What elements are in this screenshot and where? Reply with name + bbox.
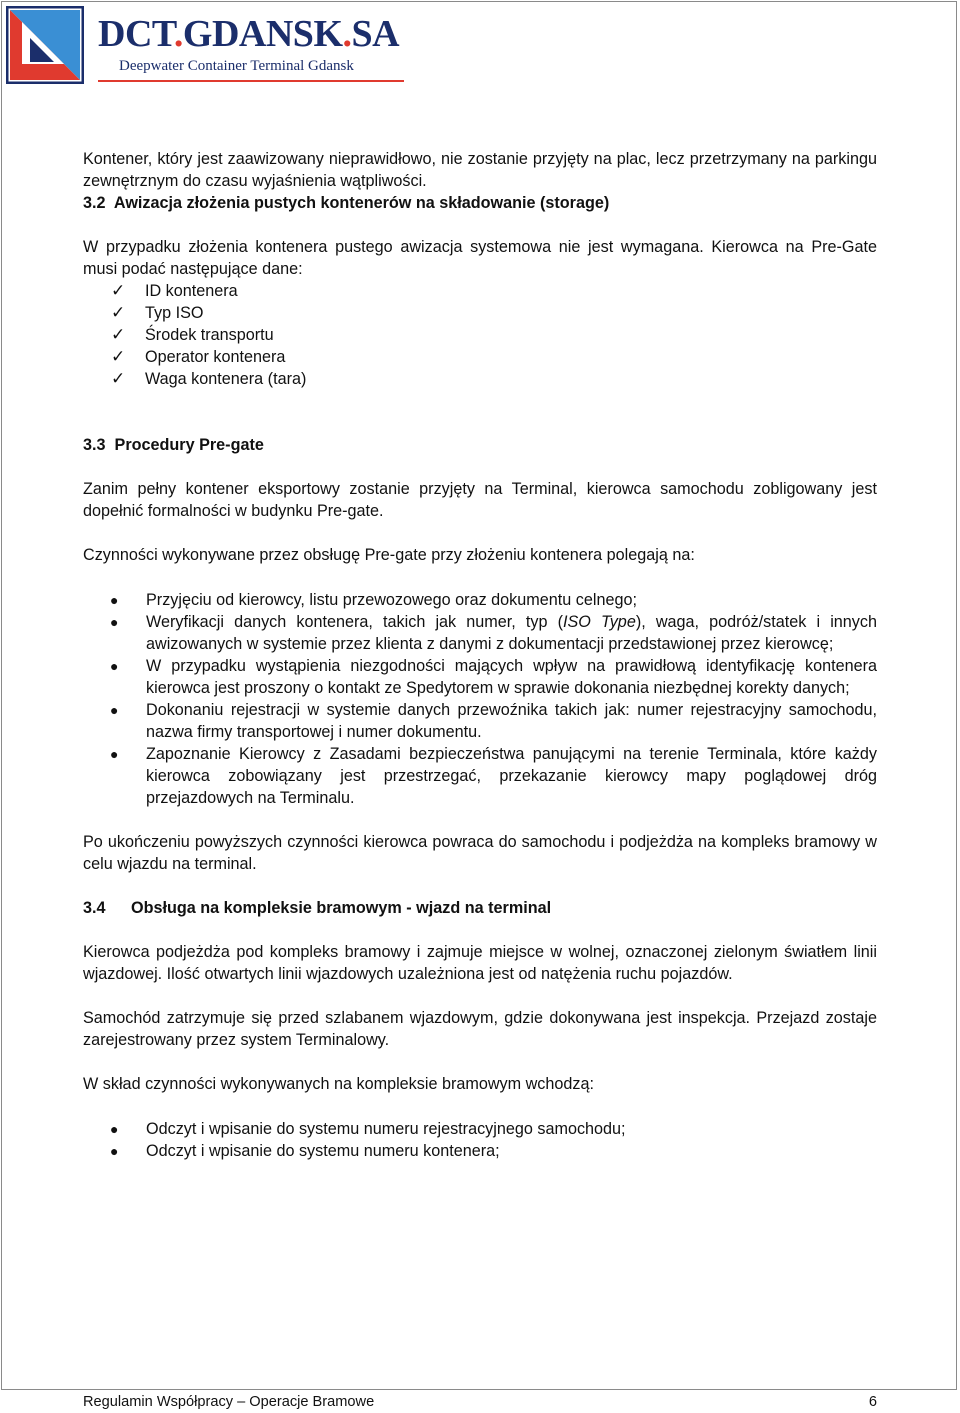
bullet-icon: ● <box>110 614 119 630</box>
section-3-2-heading: 3.2 Awizacja złożenia pustych kontenerów na składowanie (storage) <box>83 194 610 212</box>
section-3-4-paragraph-2: Samochód zatrzymuje się przed szlabanem wjazdowym, gdzie dokonywana jest inspekcja. Przejazd zostaje zarejestrowany przez system Terminalowy. <box>83 1009 877 1049</box>
section-3-3-paragraph-2: Czynności wykonywane przez obsługę Pre-gate przy złożeniu kontenera polegają na: <box>83 546 695 564</box>
bullet-icon: ● <box>110 702 119 718</box>
checklist-item: ✓ Waga kontenera (tara) <box>111 369 307 388</box>
brand-name: DCT.GDANSK.SA <box>98 13 400 55</box>
list-item: ● Dokonaniu rejestracji w systemie danych przewoźnika takich jak: numer rejestracyjny samochodu, nazwa firmy transportowej i numer dokumentu. <box>110 701 877 741</box>
section-3-4-paragraph-3: W skład czynności wykonywanych na kompleksie bramowym wchodzą: <box>83 1075 594 1093</box>
bullet-icon: ● <box>110 592 119 608</box>
bullet-icon: ● <box>110 746 119 762</box>
brand-underline <box>98 80 404 82</box>
gate-activities-list <box>83 1118 877 1162</box>
section-3-3-paragraph-3: Po ukończeniu powyższych czynności kierowca powraca do samochodu i podjeżdża na kompleks bramowy w celu wjazdu na terminal. <box>83 833 877 873</box>
bullet-icon: ● <box>110 658 119 674</box>
section-3-2-paragraph: W przypadku złożenia kontenera pustego awizacja systemowa nie jest wymagana. Kierowca na Pre-Gate musi podać następujące dane: <box>83 238 877 278</box>
company-logo-icon <box>6 6 84 84</box>
checklist-item: ✓ Środek transportu <box>111 325 274 344</box>
page-number: 6 <box>868 1394 877 1410</box>
checkmark-icon: ✓ <box>111 303 126 322</box>
section-3-4-paragraph-1: Kierowca podjeżdża pod kompleks bramowy i zajmuje miejsce w wolnej, oznaczonej zielonym światłem linii wjazdowej. Ilość otwartych linii wjazdowych uzależniona jest od natężenia ruchu pojazdów. <box>83 943 877 983</box>
header <box>6 6 406 86</box>
section-3-3-heading: 3.3 Procedury Pre-gate <box>83 436 264 454</box>
bullet-icon: ● <box>110 1121 119 1137</box>
checklist-item: ✓ Typ ISO <box>111 303 204 322</box>
list-item: ● Odczyt i wpisanie do systemu numeru rejestracyjnego samochodu; <box>110 1120 626 1138</box>
list-item: ● Odczyt i wpisanie do systemu numeru kontenera; <box>110 1142 500 1160</box>
pregate-activities-list <box>83 589 877 809</box>
section-3-4-heading: 3.4 Obsługa na kompleksie bramowym - wjazd na terminal <box>83 899 552 917</box>
checkmark-icon: ✓ <box>111 347 126 366</box>
bullet-icon: ● <box>110 1143 119 1159</box>
list-item: ● Przyjęciu od kierowcy, listu przewozowego oraz dokumentu celnego; <box>110 591 637 609</box>
brand-tagline: Deepwater Container Terminal Gdansk <box>119 58 354 74</box>
list-item: ● Zapoznanie Kierowcy z Zasadami bezpieczeństwa panującymi na terenie Terminala, które każdy kierowca zobowiązany jest przestrzegać, przekazanie kierowcy mapy poglądowej dróg przejazdowych na Terminalu. <box>110 745 877 807</box>
document-body <box>83 148 877 1162</box>
section-3-3-paragraph-1: Zanim pełny kontener eksportowy zostanie przyjęty na Terminal, kierowca samochodu zobligowany jest dopełnić formalności w budynku Pre-gate. <box>83 480 877 520</box>
list-item: ● W przypadku wystąpienia niezgodności mających wpływ na prawidłową identyfikację kontenera kierowca jest proszony o kontakt ze Spedytorem w sprawie dokonania niezbędnej korekty danych; <box>110 657 877 697</box>
list-item: ● Weryfikacji danych kontenera, takich jak numer, typ (ISO Type), waga, podróż/statek i innych awizowanych w systemie przez klienta z danymi z dokumentacji przedstawionej przez kierowcę; <box>110 613 878 653</box>
footer-title: Regulamin Współpracy – Operacje Bramowe <box>83 1394 375 1410</box>
checklist-item: ✓ ID kontenera <box>111 281 238 300</box>
checkmark-icon: ✓ <box>111 281 126 300</box>
checklist-item: ✓ Operator kontenera <box>111 347 286 366</box>
checkmark-icon: ✓ <box>111 325 126 344</box>
intro-paragraph: Kontener, który jest zaawizowany nieprawidłowo, nie zostanie przyjęty na plac, lecz przetrzymany na parkingu zewnętrznym do czasu wyjaśnienia wątpliwości. <box>83 150 877 190</box>
page-footer <box>83 1392 877 1412</box>
required-data-checklist <box>83 280 877 390</box>
checkmark-icon: ✓ <box>111 369 126 388</box>
